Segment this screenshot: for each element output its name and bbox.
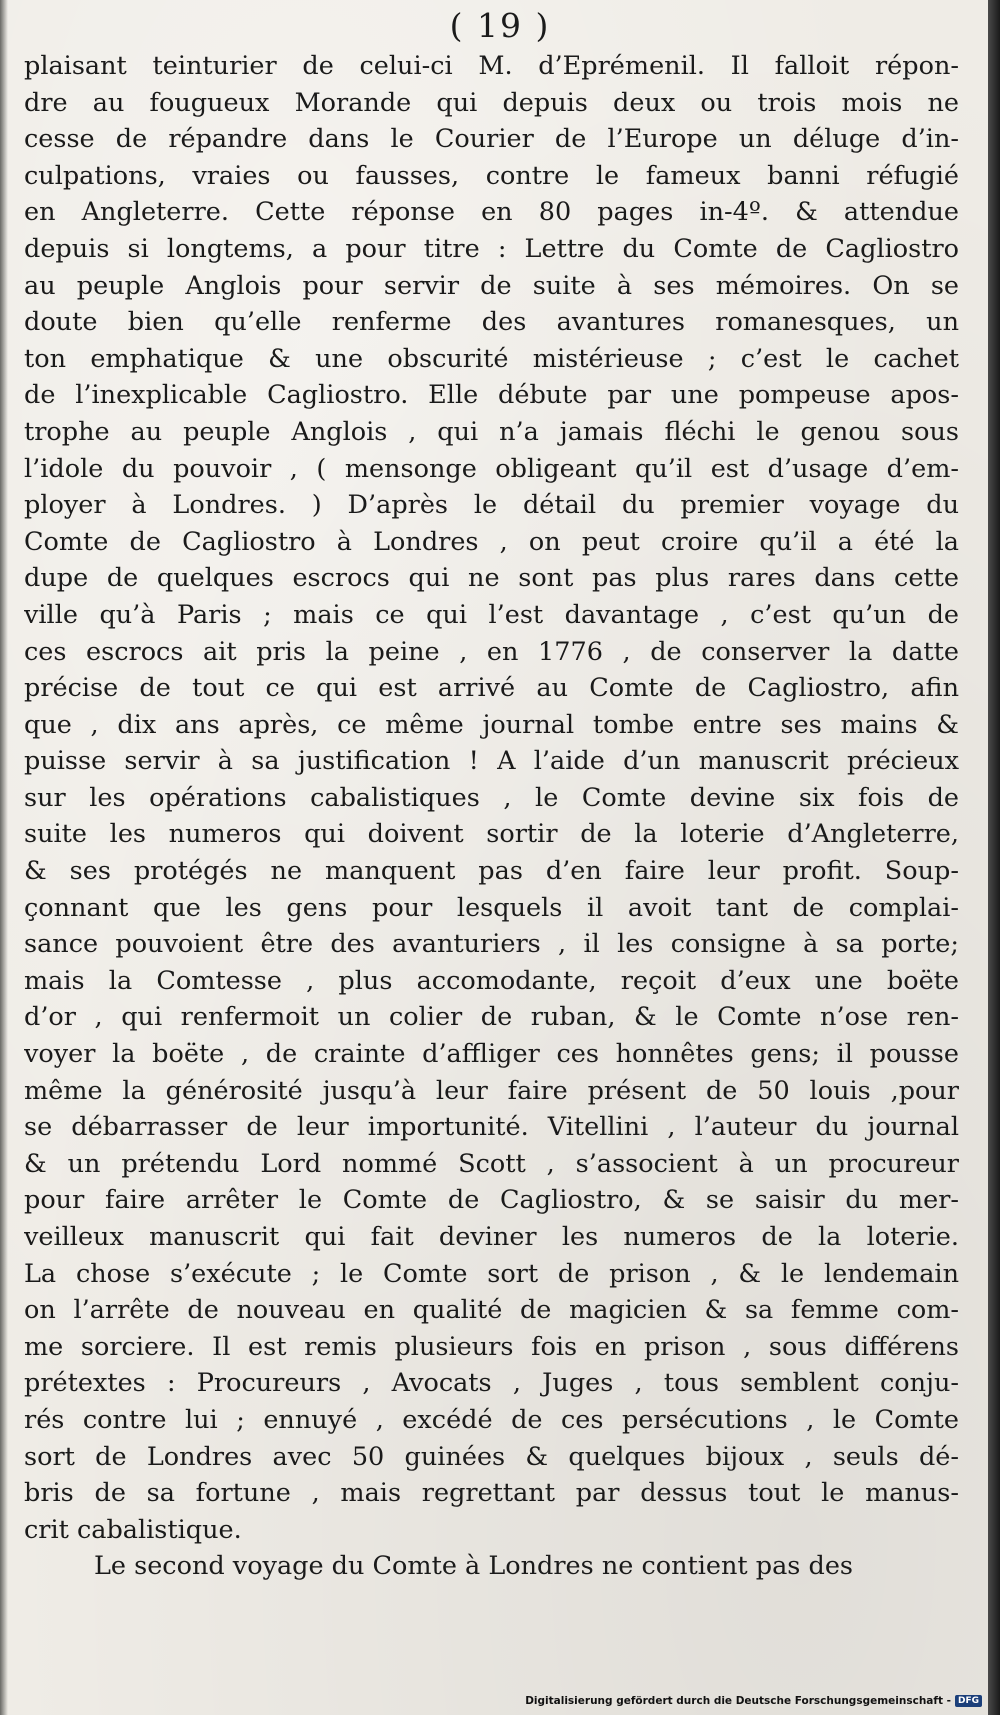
text-line: veilleux manuscrit qui fait deviner les numeros de la loterie. xyxy=(24,1222,959,1252)
text-line: dupe de quelques escrocs qui ne sont pas plus rares dans cette xyxy=(24,563,959,594)
text-line: ployer à Londres. ) D’après le détail du premier voyage du xyxy=(24,490,959,521)
text-line: suite les numeros qui doivent sortir de la loterie d’Angleterre, xyxy=(24,819,959,850)
text-line: & un prétendu Lord nommé Scott , s’associent à un procureur xyxy=(24,1148,959,1179)
text-line: crit cabalistique. xyxy=(24,1514,242,1545)
text-line: me sorciere. Il est remis plusieurs fois en prison , sous différens xyxy=(24,1331,959,1362)
text-line: ville qu’à Paris ; mais ce qui l’est davantage , c’est qu’un de xyxy=(24,599,959,630)
body-text xyxy=(24,48,959,1585)
text-line: doute bien qu’elle renferme des avantures romanesques, un xyxy=(24,307,959,338)
text-line: précise de tout ce qui est arrivé au Comte de Cagliostro, afin xyxy=(24,673,959,704)
footer-text: Digitalisierung gefördert durch die Deutsche Forschungsgemeinschaft - xyxy=(525,1695,951,1707)
paragraph-1 xyxy=(24,48,959,1548)
text-line: de l’inexplicable Cagliostro. Elle débute par une pompeuse apos- xyxy=(24,380,959,411)
text-line: Comte de Cagliostro à Londres , on peut croire qu’il a été la xyxy=(24,526,959,557)
text-line: sance pouvoient être des avanturiers , il les consigne à sa porte; xyxy=(24,929,959,960)
text-line: dre au fougueux Morande qui depuis deux ou trois mois ne xyxy=(24,87,959,118)
paragraph-2 xyxy=(24,1548,959,1585)
text-line: pour faire arrêter le Comte de Cagliostro, & se saisir du mer- xyxy=(24,1185,959,1216)
text-line: ces escrocs ait pris la peine , en 1776 , de conserver la datte xyxy=(24,636,959,667)
text-line: mais la Comtesse , plus accomodante, reçoit d’eux une boëte xyxy=(24,965,959,996)
page-left-edge xyxy=(0,0,8,1715)
text-line: sort de Londres avec 50 guinées & quelques bijoux , seuls dé- xyxy=(24,1441,959,1472)
text-line: cesse de répandre dans le Courier de l’Europe un déluge d’in- xyxy=(24,124,959,155)
text-line: se débarrasser de leur importunité. Vitellini , l’auteur du journal xyxy=(24,1112,959,1143)
text-line: rés contre lui ; ennuyé , excédé de ces persécutions , le Comte xyxy=(24,1404,959,1435)
text-line: bris de sa fortune , mais regrettant par dessus tout le manus- xyxy=(24,1478,959,1509)
text-line: Le second voyage du Comte à Londres ne contient pas des xyxy=(94,1551,853,1582)
text-line: La chose s’exécute ; le Comte sort de prison , & le lendemain xyxy=(24,1258,959,1289)
text-line: on l’arrête de nouveau en qualité de magicien & sa femme com- xyxy=(24,1295,959,1326)
text-line: au peuple Anglois pour servir de suite à ses mémoires. On se xyxy=(24,270,959,301)
text-line: trophe au peuple Anglois , qui n’a jamais fléchi le genou sous xyxy=(24,416,959,447)
text-line: plaisant teinturier de celui-ci M. d’Eprémenil. Il falloit répon- xyxy=(24,51,959,81)
text-line: l’idole du pouvoir , ( mensonge obligeant qu’il est d’usage d’em- xyxy=(24,453,959,484)
text-line: depuis si longtems, a pour titre : Lettre du Comte de Cagliostro xyxy=(24,233,959,264)
text-line: & ses protégés ne manquent pas d’en faire leur profit. Soup- xyxy=(24,856,959,887)
text-line: d’or , qui renfermoit un colier de ruban, & le Comte n’ose ren- xyxy=(24,1002,959,1033)
text-line: prétextes : Procureurs , Avocats , Juges , tous semblent conju- xyxy=(24,1368,959,1399)
page-number: ( 19 ) xyxy=(449,6,551,45)
text-line: puisse servir à sa justification ! A l’aide d’un manuscrit précieux xyxy=(24,746,959,777)
text-line: que , dix ans après, ce même journal tombe entre ses mains & xyxy=(24,709,959,740)
dfg-logo-icon: DFG xyxy=(955,1695,982,1707)
page-right-edge xyxy=(988,0,1000,1715)
text-line: en Angleterre. Cette réponse en 80 pages in-4º. & attendue xyxy=(24,197,959,228)
text-line: même la générosité jusqu’à leur faire présent de 50 louis ,pour xyxy=(24,1075,959,1106)
text-line: voyer la boëte , de crainte d’affliger ces honnêtes gens; il pousse xyxy=(24,1039,959,1070)
text-line: çonnant que les gens pour lesquels il avoit tant de complai- xyxy=(24,892,959,923)
text-line: ton emphatique & une obscurité mistérieuse ; c’est le cachet xyxy=(24,343,959,374)
text-line: culpations, vraies ou fausses, contre le fameux banni réfugié xyxy=(24,160,959,191)
digitization-footer xyxy=(525,1695,982,1707)
text-line: sur les opérations cabalistiques , le Comte devine six fois de xyxy=(24,782,959,813)
